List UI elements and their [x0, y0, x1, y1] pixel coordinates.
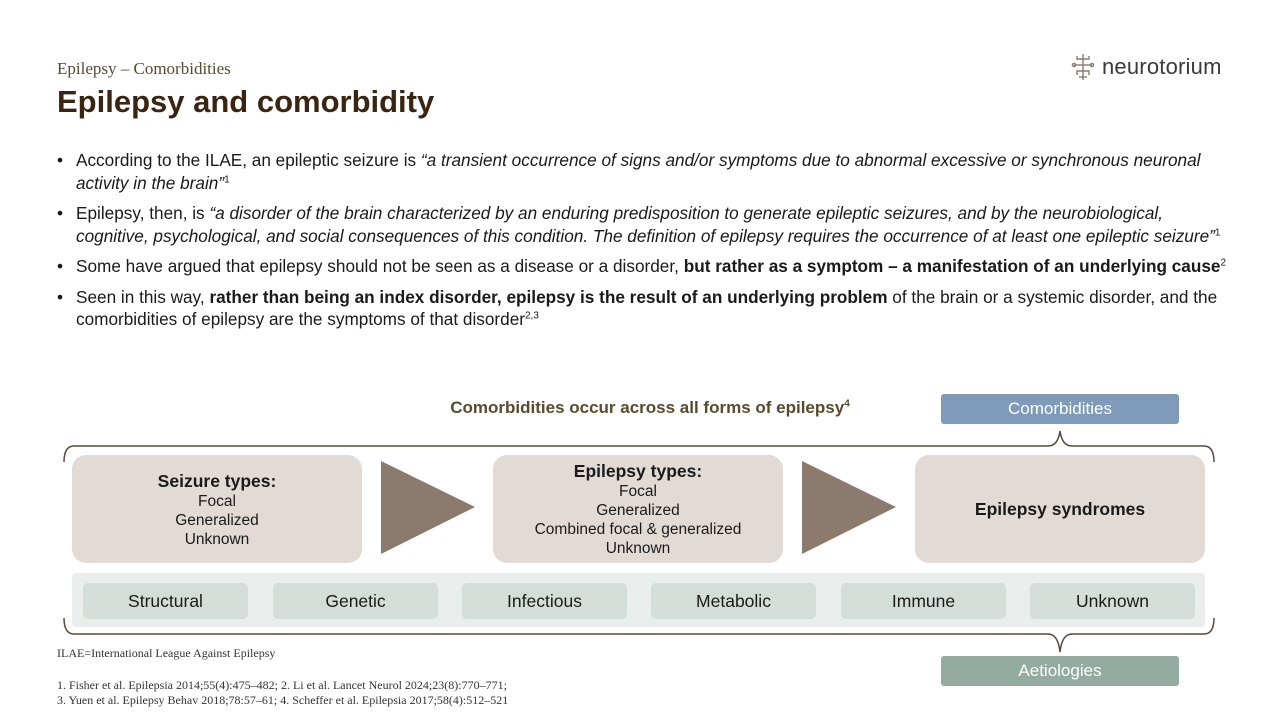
references — [57, 678, 757, 708]
aetiology-item: Genetic — [273, 583, 438, 619]
reference-line: 3. Yuen et al. Epilepsy Behav 2018;78:57–61; 4. Scheffer et al. Epilepsia 2017;58(4):512–521 — [57, 693, 509, 707]
box-item: Unknown — [184, 530, 250, 548]
bullet-text: Some have argued that epilepsy should not be seen as a disease or a disorder, — [76, 256, 684, 276]
reference-sup: 4 — [844, 398, 850, 410]
box-item: Combined focal & generalized — [534, 521, 742, 538]
epilepsy-syndromes-box — [915, 455, 1205, 563]
bullet-text: According to the ILAE, an epileptic seizure is — [76, 150, 421, 170]
bullet-quote: “a transient occurrence of signs and/or symptoms due to abnormal excessive or synchronous neuronal activity in the brain” — [76, 150, 1201, 193]
box-item: Focal — [619, 483, 657, 500]
box-item: Focal — [198, 492, 236, 510]
arrow-right-icon — [381, 461, 475, 554]
reference-sup: 1 — [1214, 226, 1221, 238]
page-title: Epilepsy and comorbidity — [57, 84, 435, 119]
comorbidities-label: Comorbidities — [941, 394, 1179, 424]
abbreviation-note: ILAE=International League Against Epilepsy — [57, 646, 276, 660]
breadcrumb: Epilepsy – Comorbidities — [57, 59, 231, 78]
reference-sup: 2 — [1220, 257, 1227, 269]
reference-sup: 2,3 — [525, 310, 539, 322]
box-item: Generalized — [175, 511, 259, 529]
reference-sup: 1 — [224, 173, 230, 185]
aetiologies-label: Aetiologies — [941, 656, 1179, 686]
aetiology-item: Structural — [83, 583, 248, 619]
logo-text: neurotorium — [1102, 54, 1222, 79]
box-heading: Epilepsy types: — [573, 461, 703, 481]
reference-line: 1. Fisher et al. Epilepsia 2014;55(4):475–482; 2. Li et al. Lancet Neurol 2024;23(8):770–771; — [57, 678, 507, 692]
box-item: Unknown — [605, 540, 671, 557]
box-heading: Seizure types: — [157, 470, 277, 491]
statement-text: Comorbidities occur across all forms of epilepsy — [450, 398, 845, 417]
aetiology-item: Metabolic — [651, 583, 816, 619]
seizure-types-box — [72, 455, 362, 563]
box-item: Generalized — [596, 502, 680, 519]
bullet-bold: but rather as a symptom – a manifestation of an underlying cause — [683, 256, 1221, 276]
bullet-text: Seen in this way, — [76, 286, 210, 307]
aetiology-item: Infectious — [462, 583, 627, 619]
bullet-text: Epilepsy, then, is — [76, 203, 210, 223]
arrow-right-icon — [802, 461, 896, 554]
epilepsy-types-box — [493, 455, 783, 563]
aetiology-item: Unknown — [1030, 583, 1195, 619]
bullet-bold: rather than being an index disorder, epilepsy is the result of an underlying problem — [209, 286, 888, 307]
box-heading: Epilepsy syndromes — [974, 499, 1146, 519]
bullet-text: of the brain or a systemic disorder, and the comorbidities of epilepsy are the symptoms of that disorder — [76, 286, 1218, 329]
bullet-quote: “a disorder of the brain characterized by an enduring predisposition to generate epileptic seizures, and by the neurobiological, cognitive, psychological, and social consequences of this condition. The definition of epilepsy requires the occurrence of at least one epileptic seizure” — [76, 203, 1215, 246]
aetiology-item: Immune — [841, 583, 1006, 619]
